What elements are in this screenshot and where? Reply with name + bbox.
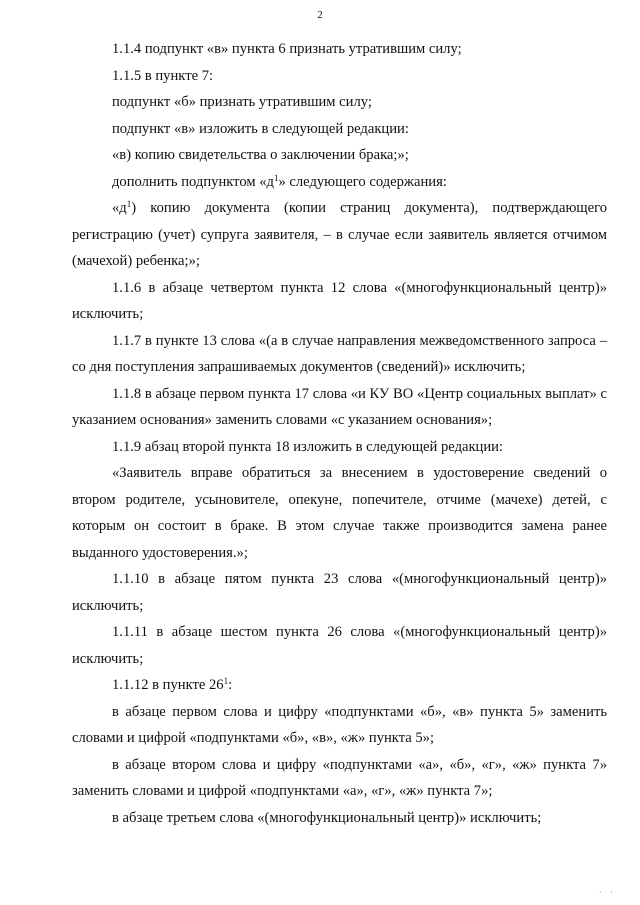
paragraph-text: :	[228, 677, 233, 693]
superscript: 1	[273, 172, 279, 183]
paragraph-text: 1.1.10 в абзаце пятом пункта 23 слова «(многофункциональный центр)» исключить;	[72, 571, 607, 614]
superscript: 1	[126, 199, 132, 209]
paragraph-p-1-1-4	[72, 36, 607, 63]
paragraph-text: 1.1.11 в абзаце шестом пункта 26 слова «(многофункциональный центр)» исключить;	[72, 624, 607, 667]
paragraph-p-1-1-7	[72, 328, 607, 381]
paragraph-text: дополнить подпунктом «д	[112, 173, 274, 190]
paragraph-text: 1.1.4 подпункт «в» пункта 6 признать утратившим силу;	[112, 41, 462, 57]
paragraph-text: в абзаце третьем слова «(многофункциональный центр)» исключить;	[112, 809, 542, 826]
paragraph-p-1-1-8	[72, 381, 607, 434]
paragraph-text: «в) копию свидетельства о заключении брака;»;	[112, 147, 409, 163]
paragraph-p-1-1-6	[72, 275, 607, 328]
superscript: 1	[223, 676, 229, 686]
paragraph-p-add-d1	[72, 169, 607, 196]
paragraph-text: 1.1.6 в абзаце четвертом пункта 12 слова «(многофункциональный центр)» исключить;	[72, 279, 607, 322]
paragraph-p-1-1-11	[72, 619, 607, 672]
paragraph-p-quote-d1	[72, 195, 607, 275]
paragraph-text: подпункт «в» изложить в следующей редакции:	[112, 120, 409, 137]
paragraph-text: 1.1.8 в абзаце первом пункта 17 слова «и КУ ВО «Центр социальных выплат» с указанием основания» заменить словами «с указанием основания»;	[72, 385, 607, 428]
paragraph-p-quote-18	[72, 460, 607, 566]
paragraph-p-abz-3	[72, 805, 607, 832]
paragraph-p-abz-2	[72, 752, 607, 805]
paragraph-text: «Заявитель вправе обратиться за внесением в удостоверение сведений о втором родителе, усыновителе, опекуне, попечителе, отчиме (мачехе) детей, с которым он состоит в браке. В этом случае также производится замена ранее выданного удостоверения.»;	[72, 465, 607, 561]
scan-artifact: · ·	[598, 887, 616, 897]
page-number: 2	[317, 9, 323, 21]
paragraph-text: 1.1.7 в пункте 13 слова «(а в случае направления межведомственного запроса – со дня поступления запрашиваемых документов (сведений)» исключить;	[72, 332, 607, 375]
paragraph-p-quote-v	[72, 142, 607, 169]
paragraph-p-1-1-10	[72, 566, 607, 619]
paragraph-p-1-1-5	[72, 63, 607, 90]
paragraph-text: 1.1.5 в пункте 7:	[112, 67, 214, 84]
paragraph-p-sub-b	[72, 89, 607, 116]
paragraph-text: «д	[112, 200, 127, 216]
paragraph-text: 1.1.9 абзац второй пункта 18 изложить в следующей редакции:	[112, 438, 504, 455]
paragraph-p-abz-1	[72, 699, 607, 752]
paragraph-text: 1.1.12 в пункте 26	[112, 677, 224, 693]
paragraph-text: в абзаце втором слова и цифру «подпунктами «а», «б», «г», «ж» пункта 7» заменить словами и цифрой «подпунктами «а», «г», «ж» пункта 7»;	[72, 756, 607, 799]
paragraph-p-sub-v	[72, 116, 607, 143]
paragraph-text: в абзаце первом слова и цифру «подпунктами «б», «в» пункта 5» заменить словами и цифрой «подпунктами «б», «в», «ж» пункта 5»;	[72, 703, 607, 746]
paragraph-text: » следующего содержания:	[278, 173, 447, 190]
paragraph-text: ) копию документа (копии страниц документа), подтверждающего регистрацию (учет) супруга заявителя, – в случае если заявитель является отчимом (мачехой) ребенка;»;	[72, 200, 607, 269]
paragraph-p-1-1-9	[72, 434, 607, 461]
document-body	[72, 36, 607, 831]
paragraph-p-1-1-12	[72, 672, 607, 699]
paragraph-text: подпункт «б» признать утратившим силу;	[112, 94, 372, 110]
